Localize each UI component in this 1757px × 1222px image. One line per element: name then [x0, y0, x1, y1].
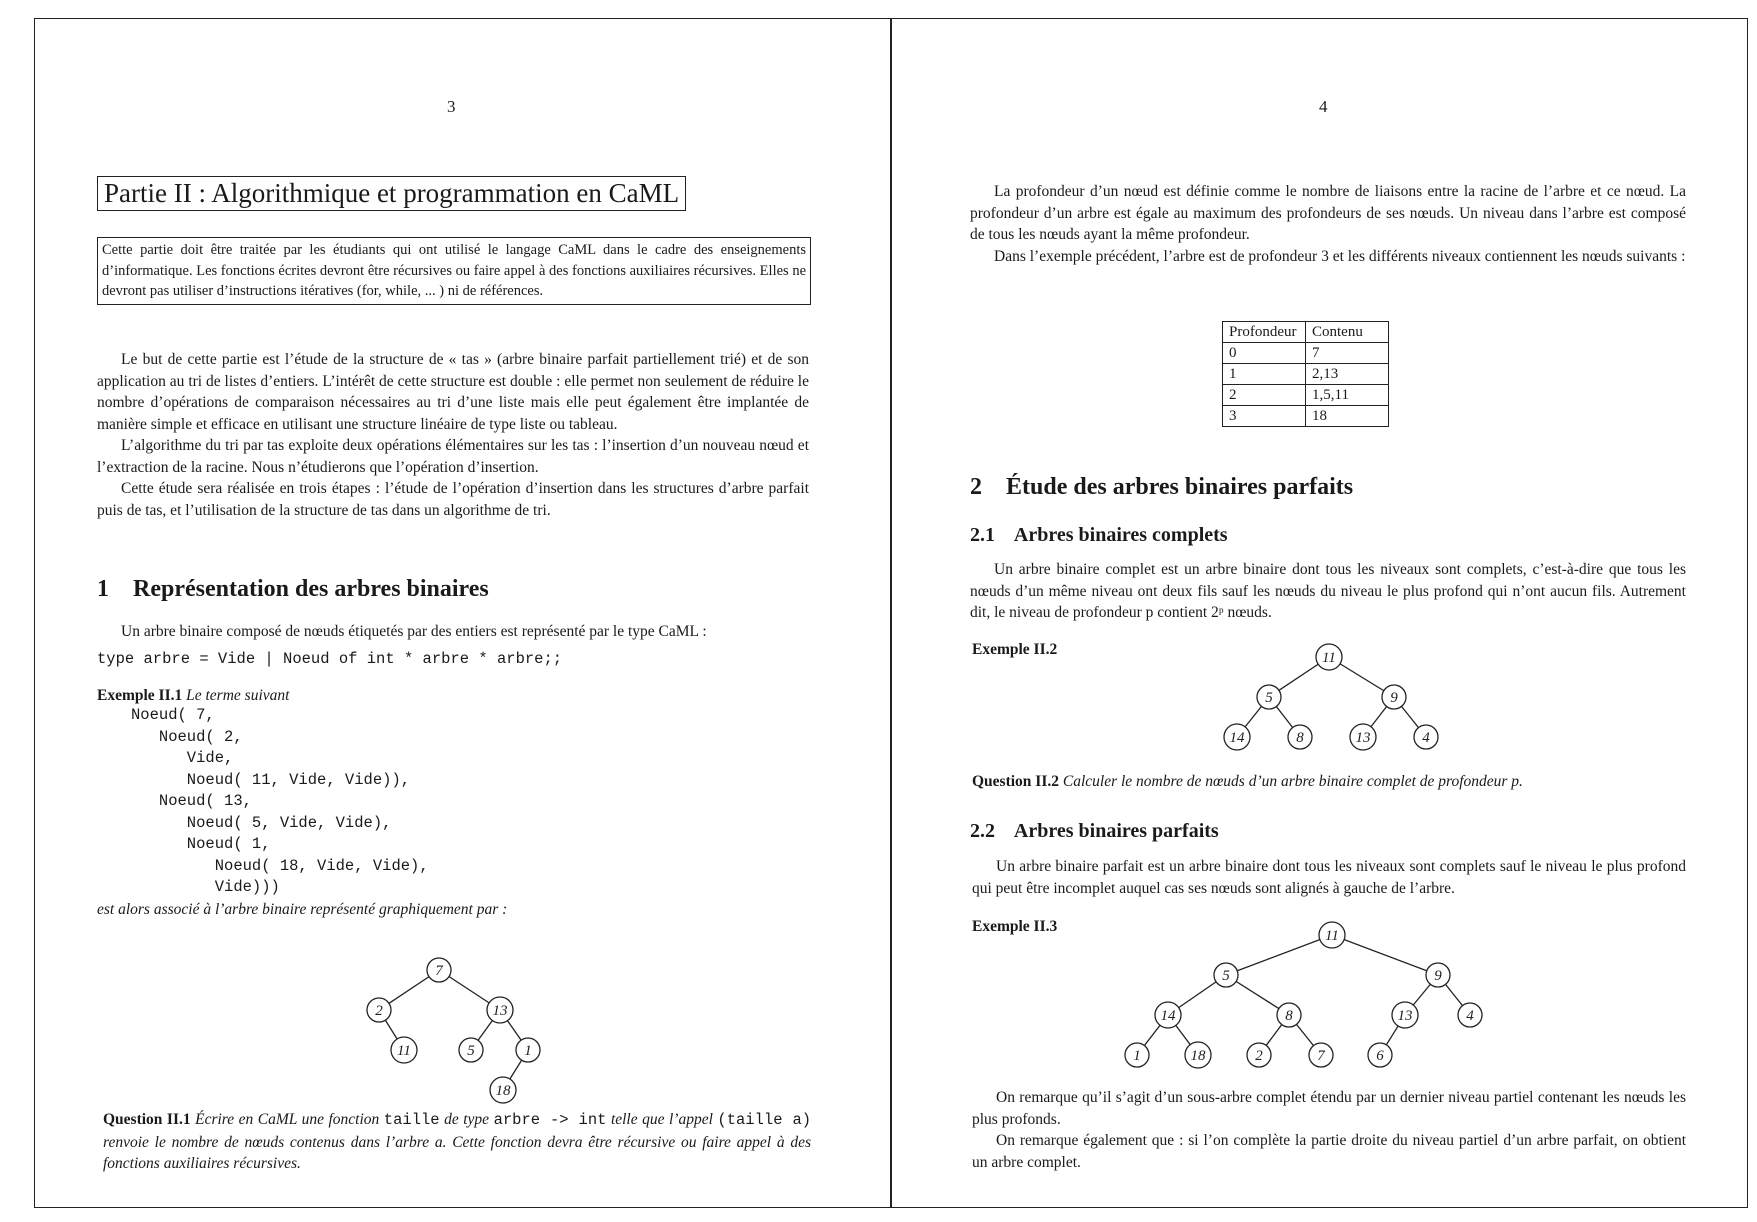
page-3 [34, 18, 892, 1208]
paragraph-2: Dans l’exemple précédent, l’arbre est de profondeur 3 et les différents niveaux contiennent les nœuds suivants : [994, 247, 1686, 265]
intro-paragraph-1: Le but de cette partie est l’étude de la structure de « tas » (arbre binaire parfait partiellement trié) et de son application au tri de listes d’entiers. L’intérêt de cette structure est double : elle permet non seulement de réduire le nombre d’opérations de comparaison nécessaires au tri d’une liste mais elle peut également être implantée de manière simple et efficace en utilisant une structure linéaire de type liste ou tableau. [97, 351, 809, 433]
code-line: Vide))) [131, 878, 280, 896]
example-label: Exemple II.1 [97, 687, 183, 704]
tree-node [1257, 685, 1281, 709]
tree-node [516, 1038, 540, 1062]
table-cell: 3 [1223, 406, 1306, 427]
part-title: Partie II : Algorithmique et programmation en CaML [97, 176, 686, 211]
table-cell: 2,13 [1306, 364, 1389, 385]
paragraph-3: On remarque qu’il s’agit d’un sous-arbre complet étendu par un dernier niveau partiel contenant les nœuds les plus profonds. [972, 1089, 1686, 1128]
depth-table [1222, 321, 1389, 427]
question-code: (taille a) [717, 1111, 812, 1129]
code-line: Noeud( 11, Vide, Vide)), [131, 770, 411, 789]
svg-text:5: 5 [1265, 690, 1273, 706]
code-line: Noeud( 13, [131, 792, 252, 810]
depth-definition [970, 181, 1686, 267]
svg-text:18: 18 [1190, 1048, 1206, 1064]
page-number: 3 [447, 97, 456, 116]
svg-text:5: 5 [1222, 968, 1230, 984]
question-text: Calculer le nombre de nœuds d’un arbre binaire complet de profondeur p. [1062, 773, 1523, 790]
tree-node [1288, 725, 1312, 749]
tree-node [1319, 922, 1345, 948]
tree-diagram-3 [1132, 909, 1532, 1079]
table-cell: 7 [1306, 343, 1389, 364]
question-text: telle que l’appel [610, 1111, 713, 1128]
question-label: Question II.2 [972, 773, 1059, 790]
subsection-2-1-paragraph: Un arbre binaire complet est un arbre binaire dont tous les niveaux sont complets, c’est-à-dire que tous les nœuds d’un même niveau ont deux fils sauf les nœuds du niveau le plus profond qui n’ont aucun fils. Autrement dit, le niveau de profondeur p contient 2ᵖ nœuds. [970, 561, 1686, 621]
closing-remarks [972, 1087, 1686, 1173]
tree-node [1316, 644, 1342, 670]
section-1-title: 1 Représentation des arbres binaires [97, 576, 489, 602]
table-cell: 2 [1223, 385, 1306, 406]
tree-node [367, 998, 391, 1022]
tree-node [487, 997, 513, 1023]
example-3-label: Exemple II.3 [972, 918, 1058, 935]
table-row [1223, 406, 1389, 427]
svg-text:13: 13 [1397, 1008, 1413, 1024]
question-text: de type [444, 1111, 490, 1128]
tree-node [391, 1037, 417, 1063]
subsection-2-1-title: 2.1 Arbres binaires complets [970, 524, 1228, 546]
svg-text:8: 8 [1296, 730, 1304, 746]
tree-node [1368, 1043, 1392, 1067]
svg-text:11: 11 [1322, 650, 1336, 666]
tree-edge [1226, 935, 1332, 975]
example-intro: Le terme suivant [186, 687, 290, 704]
tree-node [1350, 724, 1376, 750]
tree-node [1125, 1043, 1149, 1067]
svg-text:9: 9 [1390, 690, 1398, 706]
tree-node [427, 958, 451, 982]
table-header: Contenu [1306, 322, 1389, 343]
svg-text:4: 4 [1466, 1008, 1474, 1024]
paragraph-4: On remarque également que : si l’on complète la partie droite du niveau partiel d’un arbre parfait, on obtient un arbre complet. [972, 1132, 1686, 1171]
tree-node [1224, 724, 1250, 750]
tree-node [1277, 1003, 1301, 1027]
svg-text:7: 7 [435, 963, 443, 979]
code-line: Noeud( 7, [131, 706, 215, 724]
question-1 [103, 1109, 811, 1175]
svg-text:11: 11 [1325, 928, 1339, 944]
example-1-heading [97, 685, 289, 707]
tree-node [459, 1038, 483, 1062]
tree-node [1309, 1043, 1333, 1067]
table-header: Profondeur [1223, 322, 1306, 343]
svg-text:7: 7 [1317, 1048, 1325, 1064]
type-declaration: type arbre = Vide | Noeud of int * arbre * arbre;; [97, 650, 563, 668]
tree-edge [1332, 935, 1438, 975]
table-cell: 1 [1223, 364, 1306, 385]
table-row [1223, 385, 1389, 406]
code-line: Noeud( 1, [131, 835, 271, 853]
question-text: Écrire en CaML une fonction [195, 1111, 380, 1128]
question-2 [972, 771, 1523, 793]
question-code: taille [383, 1111, 440, 1129]
tree-node [1155, 1002, 1181, 1028]
svg-text:1: 1 [1133, 1048, 1141, 1064]
intro [97, 349, 809, 521]
code-line: Noeud( 18, Vide, Vide), [131, 856, 429, 875]
table-header-row [1223, 322, 1389, 343]
svg-text:8: 8 [1285, 1008, 1293, 1024]
tree-node [1247, 1043, 1271, 1067]
tree-node [1426, 963, 1450, 987]
subsection-2-2-title: 2.2 Arbres binaires parfaits [970, 820, 1219, 842]
intro-paragraph-2: L’algorithme du tri par tas exploite deux opérations élémentaires sur les tas : l’insertion d’un nouveau nœud et l’extraction de la racine. Nous n’étudierons que l’opération d’insertion. [97, 437, 809, 476]
table-cell: 18 [1306, 406, 1389, 427]
table-row [1223, 364, 1389, 385]
tree-node [1458, 1003, 1482, 1027]
svg-text:14: 14 [1229, 730, 1245, 746]
svg-text:4: 4 [1422, 730, 1430, 746]
code-line: Noeud( 5, Vide, Vide), [131, 813, 392, 832]
table-cell: 0 [1223, 343, 1306, 364]
tree-diagram-2 [1212, 633, 1472, 753]
svg-text:9: 9 [1434, 968, 1442, 984]
tree-node [1392, 1002, 1418, 1028]
svg-text:13: 13 [492, 1003, 508, 1019]
code-block [131, 705, 429, 899]
svg-text:14: 14 [1160, 1008, 1176, 1024]
paragraph-1: La profondeur d’un nœud est définie comme le nombre de liaisons entre la racine de l’arbre et ce nœud. La profondeur d’un arbre est égale au maximum des profondeurs de ses nœuds. Un niveau dans l’arbre est composé de tous les nœuds ayant la même profondeur. [970, 183, 1686, 243]
tree-node [490, 1077, 516, 1103]
page-4 [890, 18, 1748, 1208]
question-label: Question II.1 [103, 1111, 191, 1128]
svg-text:11: 11 [397, 1043, 411, 1059]
tree-diagram-1 [335, 939, 635, 1109]
svg-text:13: 13 [1355, 730, 1371, 746]
svg-text:2: 2 [375, 1003, 383, 1019]
page-number: 4 [1319, 97, 1328, 116]
svg-text:2: 2 [1255, 1048, 1263, 1064]
example-2-label: Exemple II.2 [972, 641, 1058, 658]
tree-node [1185, 1042, 1211, 1068]
svg-text:6: 6 [1376, 1048, 1384, 1064]
section-1-paragraph: Un arbre binaire composé de nœuds étiquetés par des entiers est représenté par le type CaML : [121, 623, 707, 640]
table-cell: 1,5,11 [1306, 385, 1389, 406]
svg-text:18: 18 [495, 1083, 511, 1099]
question-text: renvoie le nombre de nœuds contenus dans l’arbre a. Cette fonction devra être récursive ou faire appel à des fonctions auxiliaires récursives. [103, 1133, 811, 1172]
table-row [1223, 343, 1389, 364]
svg-text:1: 1 [524, 1043, 532, 1059]
notice-box: Cette partie doit être traitée par les étudiants qui ont utilisé le langage CaML dans le cadre des enseignements d’informatique. Les fonctions écrites devront être récursives ou faire appel à des fonctions auxiliaires récursives. Elles ne devront pas utiliser d’instructions itératives (for, while, ... ) ni de références. [97, 237, 811, 305]
tree-node [1414, 725, 1438, 749]
subsection-2-2-paragraph: Un arbre binaire parfait est un arbre binaire dont tous les niveaux sont complets sauf le niveau le plus profond qui peut être incomplet auquel cas ses nœuds sont alignés à gauche de l’arbre. [972, 858, 1686, 897]
section-2-title: 2 Étude des arbres binaires parfaits [970, 474, 1354, 500]
tree-node [1214, 963, 1238, 987]
svg-text:5: 5 [467, 1043, 475, 1059]
code-line: Noeud( 2, [131, 727, 243, 746]
question-code: arbre -> int [493, 1111, 607, 1129]
code-line: Vide, [131, 749, 234, 767]
tree-node [1382, 685, 1406, 709]
example-after-text: est alors associé à l’arbre binaire représenté graphiquement par : [97, 901, 508, 918]
intro-paragraph-3: Cette étude sera réalisée en trois étapes : l’étude de l’opération d’insertion dans les structures d’arbre parfait puis de tas, et l’utilisation de la structure de tas dans un algorithme de tri. [97, 480, 809, 519]
